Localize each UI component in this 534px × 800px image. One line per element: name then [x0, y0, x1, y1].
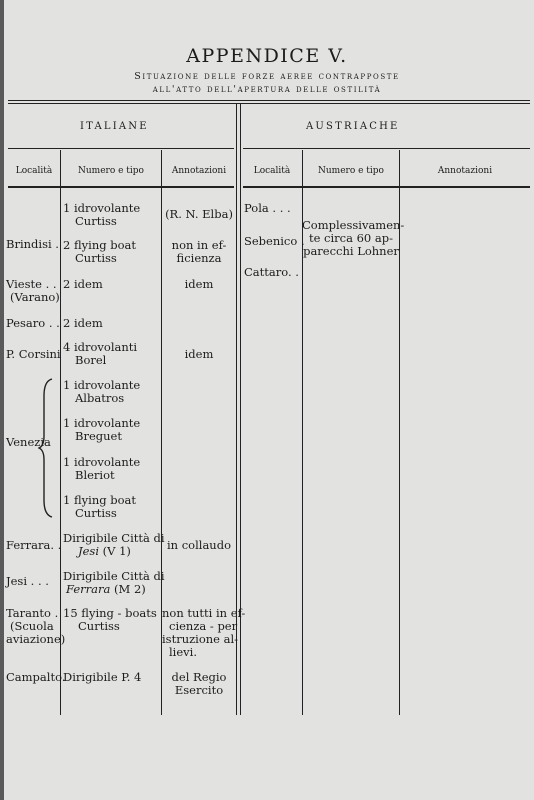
- col-header-annotazioni: Annotazioni: [171, 166, 227, 176]
- row-corsini-localita: P. Corsini: [6, 347, 61, 361]
- row-corsini-numero-1: 4 idrovolanti: [63, 340, 138, 354]
- row-ferrara-numero-1: Dirigibile Città di: [63, 531, 165, 545]
- venezia-brace: [38, 378, 58, 518]
- col-header-numero: Numero e tipo: [78, 166, 144, 176]
- subtitle-line-2: all'atto dell'apertura delle ostilità: [152, 84, 382, 95]
- col-header-localita-right: Località: [253, 166, 291, 176]
- ferrara-airship-name: Jesi: [78, 544, 99, 558]
- row-brindisi-numero-1a: 1 idrovolante: [63, 201, 141, 215]
- row-venezia-numero-2b: Breguet: [75, 429, 122, 443]
- section-austriache: AUSTRIACHE: [306, 121, 400, 132]
- row-ferrara-numero-2: [78, 544, 131, 558]
- row-brindisi-numero-2a: 2 flying boat: [63, 238, 137, 252]
- row-pesaro-localita: Pesaro . .: [6, 316, 60, 330]
- row-brindisi-numero-1b: Curtiss: [75, 214, 117, 228]
- row-brindisi-annotazione-2b: ficienza: [176, 251, 222, 265]
- row-ferrara-localita: Ferrara. .: [6, 538, 62, 552]
- header-rule-right: [243, 186, 530, 188]
- row-pesaro-numero: 2 idem: [63, 316, 103, 330]
- row-venezia-numero-3b: Bleriot: [75, 468, 115, 482]
- subtitle-line-1: Situazione delle forze aeree contrapposte: [134, 71, 400, 82]
- row-brindisi-numero-2b: Curtiss: [75, 251, 117, 265]
- row-ferrara-annotazione: in collaudo: [166, 538, 231, 552]
- row-taranto-localita-1: Taranto .: [6, 606, 59, 620]
- austria-localita-pola: Pola . . .: [244, 201, 291, 215]
- header-rule-left: [8, 186, 234, 188]
- austria-numero-1: Complessivamen-: [302, 218, 405, 232]
- jesi-airship-name: Ferrara: [66, 582, 111, 596]
- row-brindisi-annotazione-2a: non in ef-: [171, 238, 227, 252]
- row-brindisi-localita: Brindisi .: [6, 237, 59, 251]
- row-corsini-numero-2: Borel: [75, 353, 107, 367]
- row-taranto-numero-2: Curtiss: [78, 619, 120, 633]
- row-brindisi-annotazione-1: (R. N. Elba): [165, 207, 233, 221]
- austria-numero-2: te circa 60 ap-: [308, 231, 394, 245]
- ferrara-airship-code: (V 1): [102, 544, 131, 558]
- row-jesi-localita: Jesi . . .: [6, 574, 49, 588]
- section-rule-left: [8, 148, 234, 149]
- page-title: APPENDICE V.: [186, 45, 348, 67]
- col-header-numero-right: Numero e tipo: [318, 166, 384, 176]
- section-rule-right: [243, 148, 530, 149]
- col-line-1: [60, 150, 61, 715]
- row-venezia-numero-2a: 1 idrovolante: [63, 416, 141, 430]
- center-divider-2: [240, 103, 241, 715]
- row-campalto-localita: Campalto.: [6, 670, 66, 684]
- austria-localita-cattaro: Cattaro. .: [244, 265, 299, 279]
- row-venezia-numero-1b: Albatros: [75, 391, 125, 405]
- row-vieste-numero: 2 idem: [63, 277, 103, 291]
- row-taranto-annotazione-3: istruzione al-: [162, 632, 239, 646]
- row-jesi-numero-1: Dirigibile Città di: [63, 569, 165, 583]
- col-line-2: [161, 150, 162, 715]
- row-venezia-numero-3a: 1 idrovolante: [63, 455, 141, 469]
- row-vieste-annotazione: idem: [184, 277, 214, 291]
- row-taranto-localita-2: (Scuola: [10, 619, 54, 633]
- col-header-localita: Località: [15, 166, 53, 176]
- row-taranto-numero-1: 15 flying - boats: [63, 606, 157, 620]
- row-campalto-numero: Dirigibile P. 4: [63, 670, 142, 684]
- top-rule-2: [8, 103, 530, 104]
- row-vieste-localita-1: Vieste . .: [6, 277, 57, 291]
- austria-localita-sebenico: Sebenico .: [244, 234, 305, 248]
- row-venezia-numero-1a: 1 idrovolante: [63, 378, 141, 392]
- page-edge-shadow: [0, 0, 4, 800]
- top-rule-1: [8, 100, 530, 101]
- jesi-airship-code: (M 2): [114, 582, 146, 596]
- row-campalto-annotazione-1: del Regio: [171, 670, 227, 684]
- row-vieste-localita-2: (Varano): [10, 290, 60, 304]
- row-venezia-localita: Venezia: [6, 435, 51, 449]
- row-corsini-annotazione: idem: [184, 347, 214, 361]
- row-taranto-annotazione-2: cienza - per: [169, 619, 238, 633]
- row-campalto-annotazione-2: Esercito: [174, 683, 224, 697]
- row-jesi-numero-2: [66, 582, 146, 596]
- row-taranto-annotazione-4: lievi.: [169, 645, 197, 659]
- austria-numero-3: parecchi Lohner: [303, 244, 399, 258]
- section-italiane: ITALIANE: [80, 121, 149, 132]
- row-taranto-localita-3: aviazione): [6, 632, 66, 646]
- col-header-annotazioni-right: Annotazioni: [437, 166, 493, 176]
- row-taranto-annotazione-1: non tutti in ef-: [162, 606, 246, 620]
- row-venezia-numero-4b: Curtiss: [75, 506, 117, 520]
- row-venezia-numero-4a: 1 flying boat: [63, 493, 137, 507]
